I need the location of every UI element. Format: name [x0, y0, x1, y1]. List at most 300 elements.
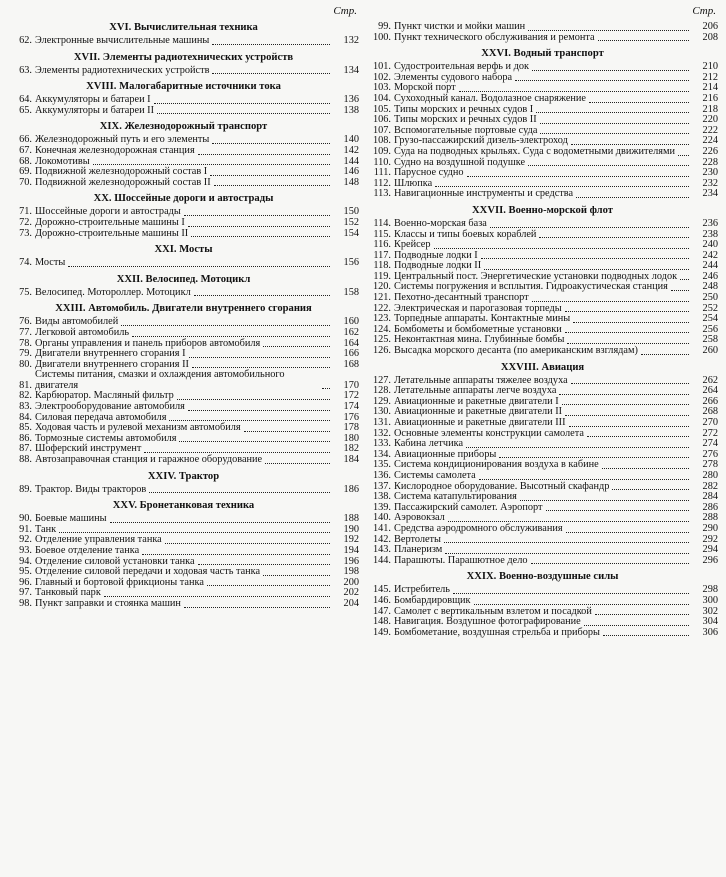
- entry-page-number: 270: [702, 417, 718, 428]
- entry-title: Тормозные системы автомобиля: [35, 432, 177, 444]
- dot-leader: [678, 155, 689, 156]
- entry-page-number: 198: [343, 566, 359, 578]
- entry-number: 72.: [19, 216, 32, 228]
- entry-number: 94.: [19, 555, 32, 567]
- entry-title: Дорожно-строительные машины I: [35, 216, 185, 228]
- entry-page-number: 232: [702, 177, 718, 189]
- entry-title: Аэровокзал: [394, 512, 445, 524]
- entry-number: 81.: [19, 379, 32, 391]
- entry-number: 144.: [372, 554, 391, 566]
- dot-leader: [612, 489, 689, 490]
- entry-title: Грузо-пассажирский дизель-электроход: [394, 135, 568, 147]
- entry-number: 91.: [19, 523, 32, 535]
- section-heading: XXVI. Водный транспорт: [481, 48, 604, 60]
- entry-title: Бомбардировщик: [394, 594, 471, 606]
- entry-number: 130.: [372, 406, 391, 418]
- toc-entry: [8, 66, 359, 77]
- dot-leader: [520, 500, 689, 501]
- section-heading: XVII. Элементы радиотехнических устройств: [73, 51, 294, 63]
- entry-page-number: 290: [702, 522, 718, 534]
- entry-number: 122.: [372, 302, 391, 314]
- section-heading: XX. Шоссейные дороги и автострады: [93, 193, 274, 205]
- entry-title: Двигатели внутреннего сгорания I: [35, 348, 186, 360]
- entry-number: 139.: [372, 501, 391, 513]
- dot-leader: [448, 521, 689, 522]
- entry-title: Двигатели внутреннего сгорания II: [35, 358, 189, 370]
- entry-number: 107.: [372, 124, 391, 136]
- entry-title: Пункт заправки и стоянка машин: [35, 597, 181, 609]
- entry-number: 141.: [372, 522, 391, 534]
- toc-entry: [8, 546, 359, 557]
- entry-title: Судно на воздушной подушке: [394, 156, 526, 168]
- dot-leader: [212, 44, 330, 45]
- entry-page-number: 196: [343, 555, 359, 567]
- dot-leader: [532, 301, 689, 302]
- entry-page-number: 174: [343, 401, 359, 413]
- dot-leader: [188, 226, 330, 227]
- section-heading: XXVIII. Авиация: [500, 361, 585, 373]
- entry-title: Отделение силовой установки танка: [35, 555, 195, 567]
- dot-leader: [479, 479, 689, 480]
- toc-entry: [8, 178, 359, 189]
- entry-title: Авиационные и ракетные двигатели III: [394, 417, 566, 428]
- entry-number: 63.: [19, 64, 32, 76]
- dot-leader: [263, 575, 330, 576]
- dot-leader: [207, 585, 330, 586]
- entry-number: 135.: [372, 459, 391, 471]
- section-heading: XXIII. Автомобиль. Двигатели внутреннего сгорания: [55, 303, 312, 315]
- entry-page-number: 224: [702, 135, 718, 147]
- section-heading: XVI. Вычислительная техника: [109, 22, 258, 33]
- entry-page-number: 242: [702, 249, 718, 261]
- entry-title-wrap: [394, 189, 692, 200]
- dot-leader: [214, 185, 330, 186]
- entry-page-number: 150: [343, 206, 359, 218]
- entry-title: Авиационные и ракетные двигатели I: [394, 395, 559, 407]
- entry-title-wrap: [394, 628, 692, 639]
- entry-title: Летательные аппараты легче воздуха: [394, 385, 557, 397]
- entry-title-wrap: [394, 471, 692, 482]
- entry-title: Силовая передача автомобиля: [35, 411, 167, 423]
- entry-title: Парусное судно: [394, 167, 464, 179]
- entry-title: Летательные аппараты тяжелее воздуха: [394, 374, 568, 386]
- dot-leader: [565, 332, 689, 333]
- entry-number: 112.: [373, 177, 391, 189]
- dot-leader: [466, 447, 689, 448]
- entry-title: Навигация. Воздушное фотографирование: [394, 616, 581, 628]
- entry-title: Вертолеты: [394, 533, 441, 545]
- entry-title: Системы питания, смазки и охлаждения автомобильного двигателя: [35, 369, 285, 391]
- entry-page-number: 256: [702, 323, 718, 335]
- entry-number: 137.: [372, 480, 391, 492]
- dot-leader: [528, 165, 689, 166]
- entry-page-number: 268: [702, 406, 718, 418]
- entry-number: 123.: [372, 313, 391, 325]
- entry-title: Авиационные приборы: [394, 448, 497, 460]
- entry-page-number: 244: [702, 260, 718, 272]
- entry-title: Судостроительная верфь и док: [394, 61, 529, 73]
- entry-page-number: 278: [702, 459, 718, 471]
- dot-leader: [184, 215, 330, 216]
- entry-title: Самолет с вертикальным взлетом и посадкой: [394, 605, 592, 617]
- entry-number: 149.: [372, 626, 391, 638]
- dot-leader: [453, 593, 689, 594]
- entry-title: Торпедные аппараты. Контактные мины: [394, 313, 571, 325]
- entry-number: 140.: [372, 512, 391, 524]
- entry-title: Авиационные и ракетные двигатели II: [394, 406, 563, 418]
- entry-title: Мосты: [35, 257, 66, 269]
- toc-entry: [367, 219, 718, 230]
- dot-leader: [265, 463, 330, 464]
- dot-leader: [121, 325, 330, 326]
- entry-page-number: 248: [702, 281, 718, 293]
- entry-number: 96.: [19, 576, 32, 588]
- entry-title-wrap: [35, 370, 333, 391]
- entry-page-number: 252: [702, 302, 718, 314]
- entry-title-wrap: [394, 33, 692, 44]
- entry-title-wrap: [394, 219, 692, 230]
- entry-number: 113.: [373, 188, 391, 200]
- entry-page-number: 168: [343, 358, 359, 370]
- dot-leader: [322, 388, 330, 389]
- entry-number: 87.: [19, 443, 32, 455]
- entry-number: 110.: [373, 156, 391, 168]
- entry-title: Шлюпка: [394, 177, 433, 189]
- entry-number: 106.: [372, 114, 391, 126]
- toc-column-left: [8, 6, 359, 877]
- entry-page-number: 250: [702, 292, 718, 304]
- dot-leader: [68, 266, 330, 267]
- entry-title-wrap: [35, 328, 333, 339]
- entry-number: 64.: [19, 94, 32, 106]
- entry-page-number: 160: [343, 316, 359, 328]
- section-heading: XXV. Бронетанковая техника: [112, 500, 255, 512]
- dot-leader: [189, 357, 330, 358]
- entry-title: Аккумуляторы и батареи II: [35, 104, 155, 116]
- entry-title: Электронные вычислительные машины: [35, 35, 210, 46]
- dot-leader: [144, 452, 330, 453]
- dot-leader: [481, 258, 689, 259]
- toc-entry: [8, 106, 359, 117]
- entry-title: Отделение управления танка: [35, 534, 162, 546]
- dot-leader: [562, 404, 689, 405]
- entry-page-number: 246: [702, 270, 718, 282]
- entry-number: 147.: [372, 605, 391, 617]
- dot-leader: [244, 431, 330, 432]
- entry-number: 70.: [19, 176, 32, 188]
- entry-page-number: 152: [343, 216, 359, 228]
- entry-page-number: 240: [702, 239, 718, 251]
- entry-title: Высадка морского десанта (по американским взглядам): [394, 345, 638, 357]
- dot-leader: [565, 415, 689, 416]
- entry-page-number: 214: [702, 82, 718, 94]
- entry-page-number: 148: [343, 176, 359, 188]
- dot-leader: [546, 510, 690, 511]
- entry-number: 118.: [373, 260, 391, 272]
- entry-page-number: 286: [702, 501, 718, 513]
- entry-page-number: 282: [702, 480, 718, 492]
- entry-page-number: 218: [702, 103, 718, 115]
- entry-title: Вспомогательные портовые суда: [394, 124, 538, 136]
- entry-title: Карбюратор. Масляный фильтр: [35, 390, 174, 402]
- entry-title: Средства аэродромного обслуживания: [394, 522, 563, 534]
- entry-title: Пехотно-десантный транспорт: [394, 292, 529, 304]
- entry-page-number: 274: [702, 438, 718, 450]
- entry-title-wrap: [35, 546, 333, 557]
- entry-title: Шоссейные дороги и автострады: [35, 206, 181, 218]
- dot-leader: [157, 113, 330, 114]
- entry-number: 98.: [19, 597, 32, 609]
- dot-leader: [474, 604, 689, 605]
- dot-leader: [132, 336, 330, 337]
- entry-title-wrap: [394, 556, 692, 567]
- section-heading: XVIII. Малогабаритные источники тока: [86, 81, 281, 93]
- entry-page-number: 296: [702, 554, 718, 566]
- dot-leader: [142, 554, 330, 555]
- entry-number: 146.: [372, 594, 391, 606]
- toc-column-right: [367, 6, 718, 877]
- entry-page-number: 284: [702, 491, 718, 503]
- entry-number: 145.: [372, 584, 391, 596]
- toc-entry: [8, 288, 359, 299]
- entry-number: 78.: [19, 337, 32, 349]
- section-heading: XIX. Железнодорожный транспорт: [99, 121, 268, 133]
- entry-page-number: 258: [702, 334, 718, 346]
- entry-page-number: 226: [702, 145, 718, 157]
- entry-number: 84.: [19, 411, 32, 423]
- dot-leader: [191, 236, 330, 237]
- entry-page-number: 202: [343, 587, 359, 599]
- entry-page-number: 272: [702, 427, 718, 439]
- page-column-header: Стр.: [692, 5, 716, 17]
- entry-page-number: 234: [702, 188, 718, 200]
- entry-page-number: 182: [343, 443, 359, 455]
- entry-page-number: 306: [702, 626, 718, 638]
- entry-number: 133.: [372, 438, 391, 450]
- entry-page-number: 186: [343, 483, 359, 495]
- entry-number: 85.: [19, 422, 32, 434]
- entry-title: Центральный пост. Энергетические установки подводных лодок: [394, 270, 678, 282]
- entry-page-number: 156: [343, 257, 359, 269]
- entry-title: Элементы радиотехнических устройств: [35, 64, 210, 76]
- entry-page-number: 142: [343, 144, 359, 156]
- entry-title-wrap: [394, 147, 692, 158]
- entry-number: 134.: [372, 448, 391, 460]
- dot-leader: [188, 410, 330, 411]
- entry-number: 142.: [372, 533, 391, 545]
- entry-page-number: 158: [343, 286, 359, 298]
- entry-title: Виды автомобилей: [35, 316, 119, 328]
- dot-leader: [444, 542, 689, 543]
- entry-title-wrap: [35, 66, 333, 77]
- entry-number: 97.: [19, 587, 32, 599]
- entry-title: Бомбометы и бомбометные установки: [394, 323, 562, 335]
- entry-page-number: 204: [343, 597, 359, 609]
- entry-number: 132.: [372, 427, 391, 439]
- toc-entry: [8, 229, 359, 240]
- toc-entry: [8, 328, 359, 339]
- entry-page-number: 200: [343, 576, 359, 588]
- entry-title-wrap: [394, 94, 692, 105]
- page-column-header: Стр.: [333, 5, 357, 17]
- entry-title: Крейсер: [394, 239, 431, 251]
- entry-title: Бомбометание, воздушная стрельба и приборы: [394, 626, 600, 638]
- entry-title-wrap: [35, 106, 333, 117]
- entry-title-wrap: [35, 146, 333, 157]
- entry-number: 83.: [19, 401, 32, 413]
- entry-title-wrap: [35, 288, 333, 299]
- section-heading: XXIV. Трактор: [147, 470, 220, 482]
- entry-title-wrap: [35, 599, 333, 610]
- entry-title-wrap: [35, 218, 333, 229]
- entry-page-number: 180: [343, 432, 359, 444]
- entry-number: 100.: [372, 31, 391, 43]
- entry-page-number: 146: [343, 166, 359, 178]
- entry-title: Парашюты. Парашютное дело: [394, 554, 528, 566]
- dot-leader: [571, 144, 689, 145]
- entry-title: Локомотивы: [35, 155, 90, 167]
- dot-leader: [459, 91, 689, 92]
- entry-title-wrap: [394, 22, 692, 33]
- entry-title: Неконтактная мина. Глубинные бомбы: [394, 334, 565, 346]
- entry-page-number: 292: [702, 533, 718, 545]
- entry-title: Аккумуляторы и батареи I: [35, 94, 151, 106]
- entry-page-number: 172: [343, 390, 359, 402]
- entry-page-number: 276: [702, 448, 718, 460]
- entry-page-number: 288: [702, 512, 718, 524]
- toc-entry: [367, 22, 718, 33]
- dot-leader: [198, 564, 330, 565]
- dot-leader: [104, 596, 330, 597]
- dot-leader: [210, 175, 330, 176]
- entry-number: 67.: [19, 144, 32, 156]
- entry-title: Ходовая часть и рулевой механизм автомобиля: [35, 422, 241, 434]
- dot-leader: [93, 164, 330, 165]
- entry-number: 120.: [372, 281, 391, 293]
- entry-number: 105.: [372, 103, 391, 115]
- dot-leader: [566, 532, 689, 533]
- entry-page-number: 264: [702, 385, 718, 397]
- entry-title: Типы морских и речных судов II: [394, 114, 537, 126]
- entry-number: 66.: [19, 134, 32, 146]
- dot-leader: [110, 522, 330, 523]
- entry-number: 116.: [373, 239, 391, 251]
- dot-leader: [598, 40, 689, 41]
- toc-entry: [8, 599, 359, 610]
- entry-page-number: 236: [702, 217, 718, 229]
- dot-leader: [149, 492, 330, 493]
- dot-leader: [536, 112, 689, 113]
- entry-number: 71.: [19, 206, 32, 218]
- entry-title: Органы управления и панель приборов автомобиля: [35, 337, 261, 349]
- section-heading: XXII. Велосипед. Мотоцикл: [116, 273, 251, 285]
- dot-leader: [540, 123, 689, 124]
- dot-leader: [184, 607, 330, 608]
- entry-page-number: 238: [702, 228, 718, 240]
- toc-entry: [367, 418, 718, 429]
- entry-title: Истребитель: [394, 584, 451, 596]
- entry-page-number: 300: [702, 594, 718, 606]
- entry-title-wrap: [394, 346, 692, 357]
- entry-page-number: 132: [343, 35, 359, 46]
- dot-leader: [445, 553, 689, 554]
- entry-page-number: 138: [343, 104, 359, 116]
- entry-page-number: 208: [702, 31, 718, 43]
- entry-number: 73.: [19, 227, 32, 239]
- entry-page-number: 192: [343, 534, 359, 546]
- dot-leader: [515, 80, 689, 81]
- entry-title-wrap: [35, 514, 333, 525]
- entry-title: Подвижной железнодорожный состав I: [35, 166, 208, 178]
- toc-entry: [367, 147, 718, 158]
- entry-page-number: 136: [343, 94, 359, 106]
- toc-entry: [8, 514, 359, 525]
- dot-leader: [198, 154, 330, 155]
- toc-entry: [8, 370, 359, 391]
- entry-number: 121.: [372, 292, 391, 304]
- dot-leader: [532, 70, 689, 71]
- dot-leader: [212, 73, 330, 74]
- toc-entry: [367, 189, 718, 200]
- entry-title-wrap: [35, 455, 333, 466]
- dot-leader: [531, 563, 689, 564]
- dot-leader: [154, 103, 330, 104]
- entry-number: 77.: [19, 326, 32, 338]
- entry-page-number: 194: [343, 545, 359, 556]
- dot-leader: [165, 543, 330, 544]
- entry-title-wrap: [35, 258, 333, 269]
- entry-page-number: 190: [343, 523, 359, 535]
- entry-page-number: 260: [702, 345, 718, 357]
- entry-page-number: 154: [343, 227, 359, 239]
- entry-title: Боевые машины: [35, 513, 107, 525]
- entry-number: 127.: [372, 374, 391, 386]
- dot-leader: [540, 133, 689, 134]
- entry-title: Основные элементы конструкции самолета: [394, 427, 584, 439]
- entry-number: 90.: [19, 513, 32, 525]
- entry-title: Электрическая и парогазовая торпеды: [394, 302, 562, 314]
- toc-entry: [8, 455, 359, 466]
- entry-number: 115.: [373, 228, 391, 240]
- entry-page-number: 170: [343, 379, 359, 391]
- entry-number: 74.: [19, 257, 32, 269]
- entry-title: Подводные лодки II: [394, 260, 482, 272]
- entry-title-wrap: [394, 596, 692, 607]
- entry-title: Отделение силовой передачи и ходовая часть танка: [35, 566, 261, 578]
- entry-number: 143.: [372, 544, 391, 556]
- dot-leader: [179, 441, 330, 442]
- entry-page-number: 280: [702, 469, 718, 481]
- entry-title: Суда на подводных крыльях. Суда с водометными движителями: [394, 145, 676, 157]
- entry-number: 126.: [372, 345, 391, 357]
- dot-leader: [467, 176, 690, 177]
- entry-number: 114.: [373, 217, 391, 229]
- dot-leader: [595, 614, 689, 615]
- entry-number: 82.: [19, 390, 32, 402]
- entry-number: 89.: [19, 483, 32, 495]
- entry-page-number: 222: [702, 124, 718, 136]
- dot-leader: [603, 635, 689, 636]
- toc-entry: [367, 346, 718, 357]
- dot-leader: [177, 399, 330, 400]
- entry-title-wrap: [394, 418, 692, 429]
- entry-page-number: 298: [702, 584, 718, 596]
- dot-leader: [192, 367, 330, 368]
- toc-entry: [367, 628, 718, 639]
- dot-leader: [671, 290, 689, 291]
- entry-number: 102.: [372, 71, 391, 83]
- entry-title: Боевое отделение танка: [35, 545, 140, 556]
